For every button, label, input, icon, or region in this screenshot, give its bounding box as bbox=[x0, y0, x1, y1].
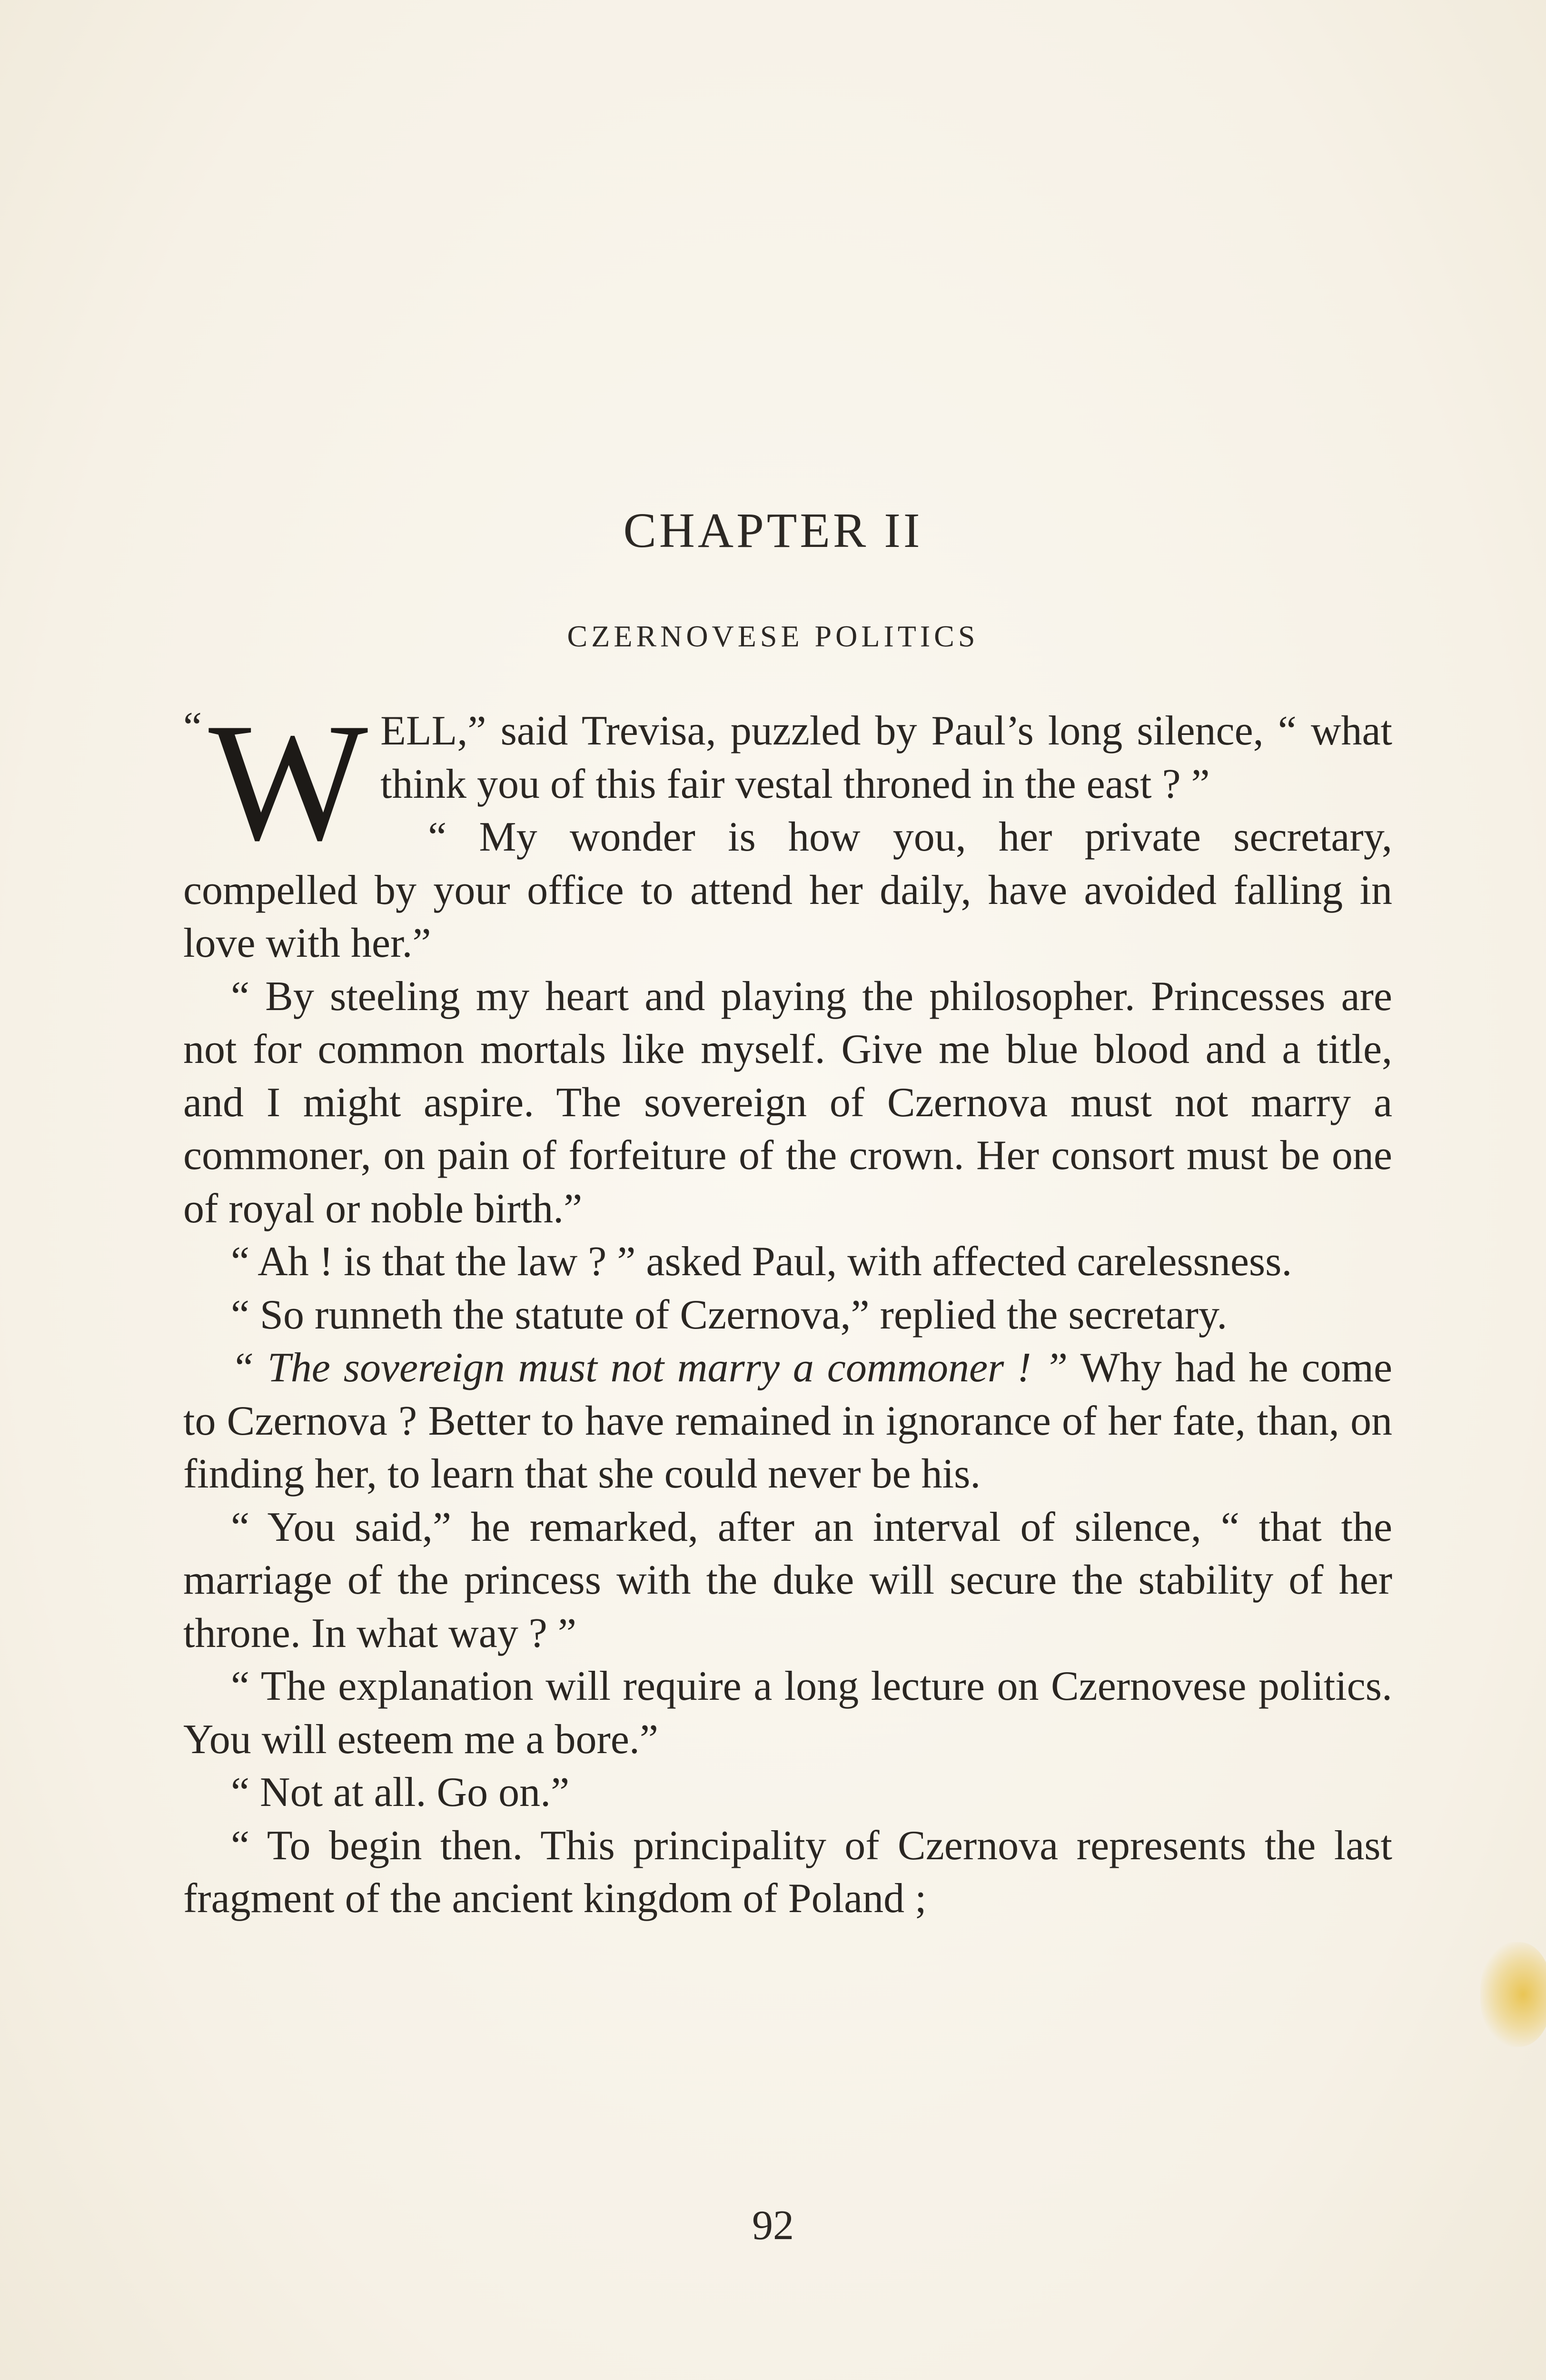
paragraph-8: “ The explanation will require a long lecture on Czernovese politics. You will esteem me a bore.” bbox=[183, 1663, 1392, 1763]
chapter-subtitle: CZERNOVESE POLITICS bbox=[567, 619, 979, 653]
paragraph-2: “ My wonder is how you, her private secretary, compelled by your office to attend her daily, have avoided falling in love with her.” bbox=[183, 814, 1392, 966]
paragraph-5: “ So runneth the statute of Czernova,” replied the secretary. bbox=[231, 1291, 1228, 1338]
paragraph-6-italic: “ The sovereign must not marry a commoner ! ” bbox=[231, 1345, 1068, 1391]
chapter-heading: CHAPTER II bbox=[623, 503, 923, 558]
paragraph-1-text: ELL,” said Trevisa, puzzled by Paul’s long silence, “ what think you of this fair vestal throned in the east ? ” bbox=[380, 708, 1392, 807]
page-number: 92 bbox=[752, 2202, 794, 2249]
paper-stain bbox=[1480, 1942, 1546, 2047]
paragraph-4: “ Ah ! is that the law ? ” asked Paul, with affected carelessness. bbox=[231, 1239, 1292, 1285]
paragraph-1 bbox=[183, 688, 1392, 875]
chapter-body bbox=[183, 688, 1392, 1925]
paragraph-6 bbox=[183, 1341, 1392, 1501]
paragraph-3: “ By steeling my heart and playing the philosopher. Princesses are not for common mortals like myself. Give me blue blood and a title, and I might aspire. The sovereign of Czernova must not marry a commoner, on pain of forfeiture of the crown. Her consort must be one of royal or noble birth.” bbox=[183, 973, 1392, 1232]
opening-quote: “ bbox=[183, 704, 202, 750]
paragraph-7: “ You said,” he remarked, after an interval of silence, “ that the marriage of the princess with the duke will secure the stability of her throne. In what way ? ” bbox=[183, 1504, 1392, 1656]
paragraph-6-text: Why had he come to Czernova ? Better to have remained in ignorance of her fate, than, on finding her, to learn that she could never be his. bbox=[183, 1345, 1392, 1497]
paragraph-9: “ Not at all. Go on.” bbox=[231, 1769, 570, 1815]
drop-cap-letter: W bbox=[208, 688, 368, 875]
paragraph-10: “ To begin then. This principality of Czernova represents the last fragment of the ancient kingdom of Poland ; bbox=[183, 1822, 1392, 1922]
